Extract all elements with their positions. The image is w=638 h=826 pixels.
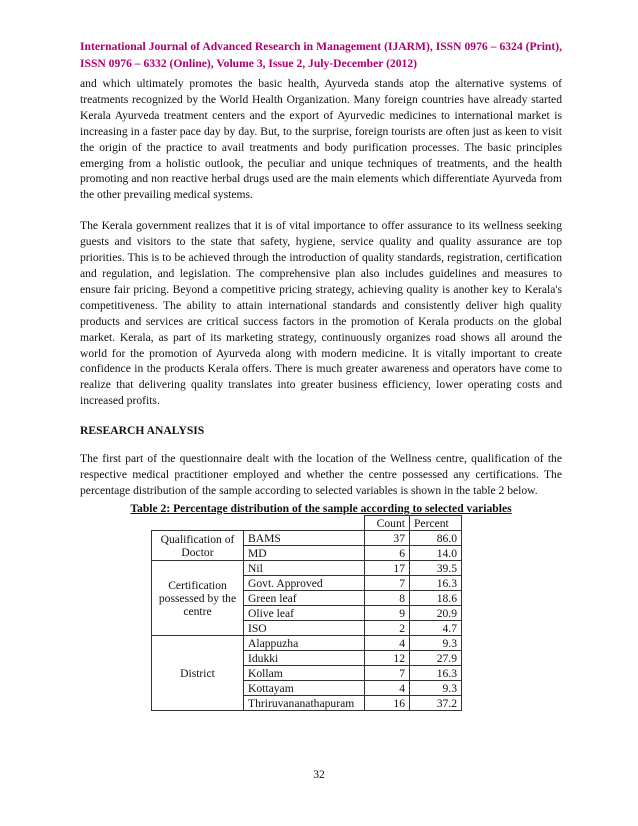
category-cell: MD [244, 546, 365, 561]
count-cell: 2 [365, 621, 410, 636]
count-column-header: Count [365, 516, 410, 531]
category-cell: Kollam [244, 666, 365, 681]
table-caption: Table 2: Percentage distribution of the sample according to selected variables [130, 501, 512, 515]
table-row [152, 561, 462, 576]
research-analysis-paragraph: The first part of the questionnaire dealt with the location of the Wellness centre, qualification of the respective medical practitioner employed and whether the centre possessed any certifications. The percentage distribution of the sample according to selected variables is shown in the table 2 below. [80, 452, 562, 497]
percent-cell: 4.7 [410, 621, 462, 636]
category-cell: Idukki [244, 651, 365, 666]
percent-column-header: Percent [410, 516, 462, 531]
percent-cell: 37.2 [410, 696, 462, 711]
percent-cell: 20.9 [410, 606, 462, 621]
count-cell: 9 [365, 606, 410, 621]
percent-cell: 39.5 [410, 561, 462, 576]
category-cell: Alappuzha [244, 636, 365, 651]
count-cell: 16 [365, 696, 410, 711]
percent-cell: 9.3 [410, 681, 462, 696]
category-cell: Thriruvananathapuram [244, 696, 365, 711]
category-cell: Kottayam [244, 681, 365, 696]
journal-header: International Journal of Advanced Research in Management (IJARM), ISSN 0976 – 6324 (Print), ISSN 0976 – 6332 (Online), Volume 3, Issue 2, July-December (2012) [80, 40, 562, 70]
count-cell: 7 [365, 666, 410, 681]
variable-label-district: District [152, 636, 244, 711]
table-header-blank [152, 516, 365, 531]
page-number: 32 [313, 768, 325, 781]
percent-cell: 18.6 [410, 591, 462, 606]
count-cell: 4 [365, 636, 410, 651]
count-cell: 37 [365, 531, 410, 546]
count-cell: 12 [365, 651, 410, 666]
count-cell: 8 [365, 591, 410, 606]
page-content [80, 38, 562, 710]
variable-label-qualification: Qualification of Doctor [152, 531, 244, 561]
body-paragraph-1: and which ultimately promotes the basic health, Ayurveda stands atop the alternative systems of treatments recognized by the World Health Organization. Many foreign countries have already started Kerala Ayurveda treatment centers and the export of Ayurvedic medicines to international market is increasing in a faster pace day by day. But, to the surprise, foreign tourists are often just as keen to visit the origin of the practice to avail treatments and body purification processes. The basic principles emerging from a holistic outlook, the peculiar and unique techniques of treatments, and the health promoting and non reactive herbal drugs used are the main elements which differentiate Ayurveda from the other prevailing medical systems. [80, 77, 562, 202]
percent-cell: 14.0 [410, 546, 462, 561]
body-paragraph-2: The Kerala government realizes that it is of vital importance to offer assurance to its wellness seeking guests and visitors to the state that safety, hygiene, service quality and quality assurance are top priorities. This is to be achieved through the introduction of quality standards, registration, certification and regulation, and legislation. The comprehensive plan also includes guidelines and measures to ensure fair pricing. Beyond a competitive pricing strategy, achieving quality is another key to Kerala's competitiveness. The ability to attain international standards and consistently deliver high quality products and services are critical success factors in the promotion of Kerala products on the global market. Kerala, as part of its marketing strategy, continuously organizes road shows all around the world for the promotion of Ayurveda along with modern medicine. It is vitally important to create confidence in the products Kerala offers. There is much greater awareness and operators have come to realize that delivering quality translates into greater business efficiency, lower operating costs and increased profits. [80, 219, 562, 408]
category-cell: Green leaf [244, 591, 365, 606]
distribution-table [151, 515, 462, 711]
table-header-row [152, 516, 462, 531]
count-cell: 17 [365, 561, 410, 576]
count-cell: 7 [365, 576, 410, 591]
variable-label-certification: Certification possessed by the centre [152, 561, 244, 636]
category-cell: Nil [244, 561, 365, 576]
percent-cell: 16.3 [410, 666, 462, 681]
percent-cell: 9.3 [410, 636, 462, 651]
table-row [152, 636, 462, 651]
percent-cell: 16.3 [410, 576, 462, 591]
category-cell: Olive leaf [244, 606, 365, 621]
category-cell: Govt. Approved [244, 576, 365, 591]
percent-cell: 86.0 [410, 531, 462, 546]
count-cell: 6 [365, 546, 410, 561]
count-cell: 4 [365, 681, 410, 696]
percent-cell: 27.9 [410, 651, 462, 666]
category-cell: ISO [244, 621, 365, 636]
section-heading: RESEARCH ANALYSIS [80, 424, 205, 438]
category-cell: BAMS [244, 531, 365, 546]
table-row [152, 531, 462, 546]
